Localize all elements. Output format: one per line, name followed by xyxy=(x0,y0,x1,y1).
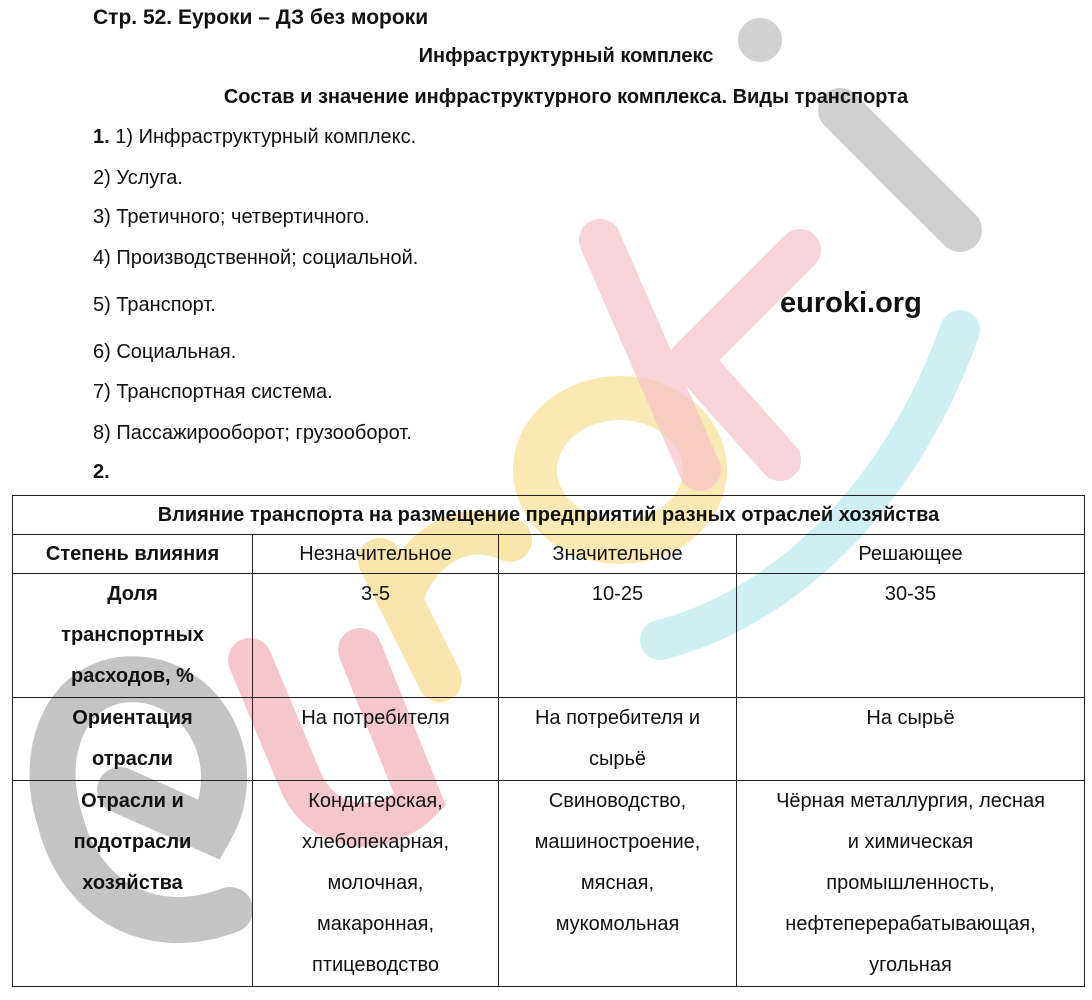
answer-3: 3) Третичного; четвертичного. xyxy=(93,206,370,228)
section-title: Инфраструктурный комплекс xyxy=(418,45,714,67)
task-2-number: 2. xyxy=(93,461,110,483)
cell-significant: Значительное xyxy=(499,535,737,574)
answer-2: 2) Услуга. xyxy=(93,167,183,189)
answer-7: 7) Транспортная система. xyxy=(93,381,333,403)
cell-orientation-3: На сырьё xyxy=(737,698,1085,781)
table-caption-row xyxy=(13,496,1085,535)
cell-industries-1: Кондитерская, хлебопекарная, молочная, макаронная, птицеводство xyxy=(253,781,499,987)
cell-industries-2: Свиноводство, машиностроение, мясная, мукомольная xyxy=(499,781,737,987)
section-subtitle: Состав и значение инфраструктурного комплекса. Виды транспорта xyxy=(223,86,909,108)
answer-6: 6) Социальная. xyxy=(93,341,237,363)
page-header: Стр. 52. Еуроки – ДЗ без мороки xyxy=(93,6,429,29)
transport-influence-table xyxy=(12,495,1085,987)
watermark-letter-i xyxy=(840,110,960,230)
cell-insignificant: Незначительное xyxy=(253,535,499,574)
answer-5: 5) Транспорт. xyxy=(93,294,216,316)
row-head-influence: Степень влияния xyxy=(13,535,253,574)
watermark-site: euroki.org xyxy=(780,287,922,319)
cell-share-3: 30-35 xyxy=(737,574,1085,698)
answer-4: 4) Производственной; социальной. xyxy=(93,247,419,269)
row-head-share: Доля транспортных расходов, % xyxy=(13,574,253,698)
table-row xyxy=(13,781,1085,987)
cell-decisive: Решающее xyxy=(737,535,1085,574)
row-head-orientation: Ориентация отрасли xyxy=(13,698,253,781)
cell-orientation-2: На потребителя и сырьё xyxy=(499,698,737,781)
answer-1: 1. 1) Инфраструктурный комплекс. xyxy=(93,126,417,148)
cell-orientation-1: На потребителя xyxy=(253,698,499,781)
table-row xyxy=(13,574,1085,698)
cell-share-2: 10-25 xyxy=(499,574,737,698)
answer-8: 8) Пассажирооборот; грузооборот. xyxy=(93,422,412,444)
cell-share-1: 3-5 xyxy=(253,574,499,698)
watermark-letter-k xyxy=(600,240,800,470)
table-caption: Влияние транспорта на размещение предприятий разных отраслей хозяйства xyxy=(13,496,1085,535)
task-1-number: 1. xyxy=(93,126,110,148)
cell-industries-3: Чёрная металлургия, лесная и химическая промышленность, нефтеперерабатывающая, угольная xyxy=(737,781,1085,987)
table-row xyxy=(13,535,1085,574)
row-head-industries: Отрасли и подотрасли хозяйства xyxy=(13,781,253,987)
table-row xyxy=(13,698,1085,781)
